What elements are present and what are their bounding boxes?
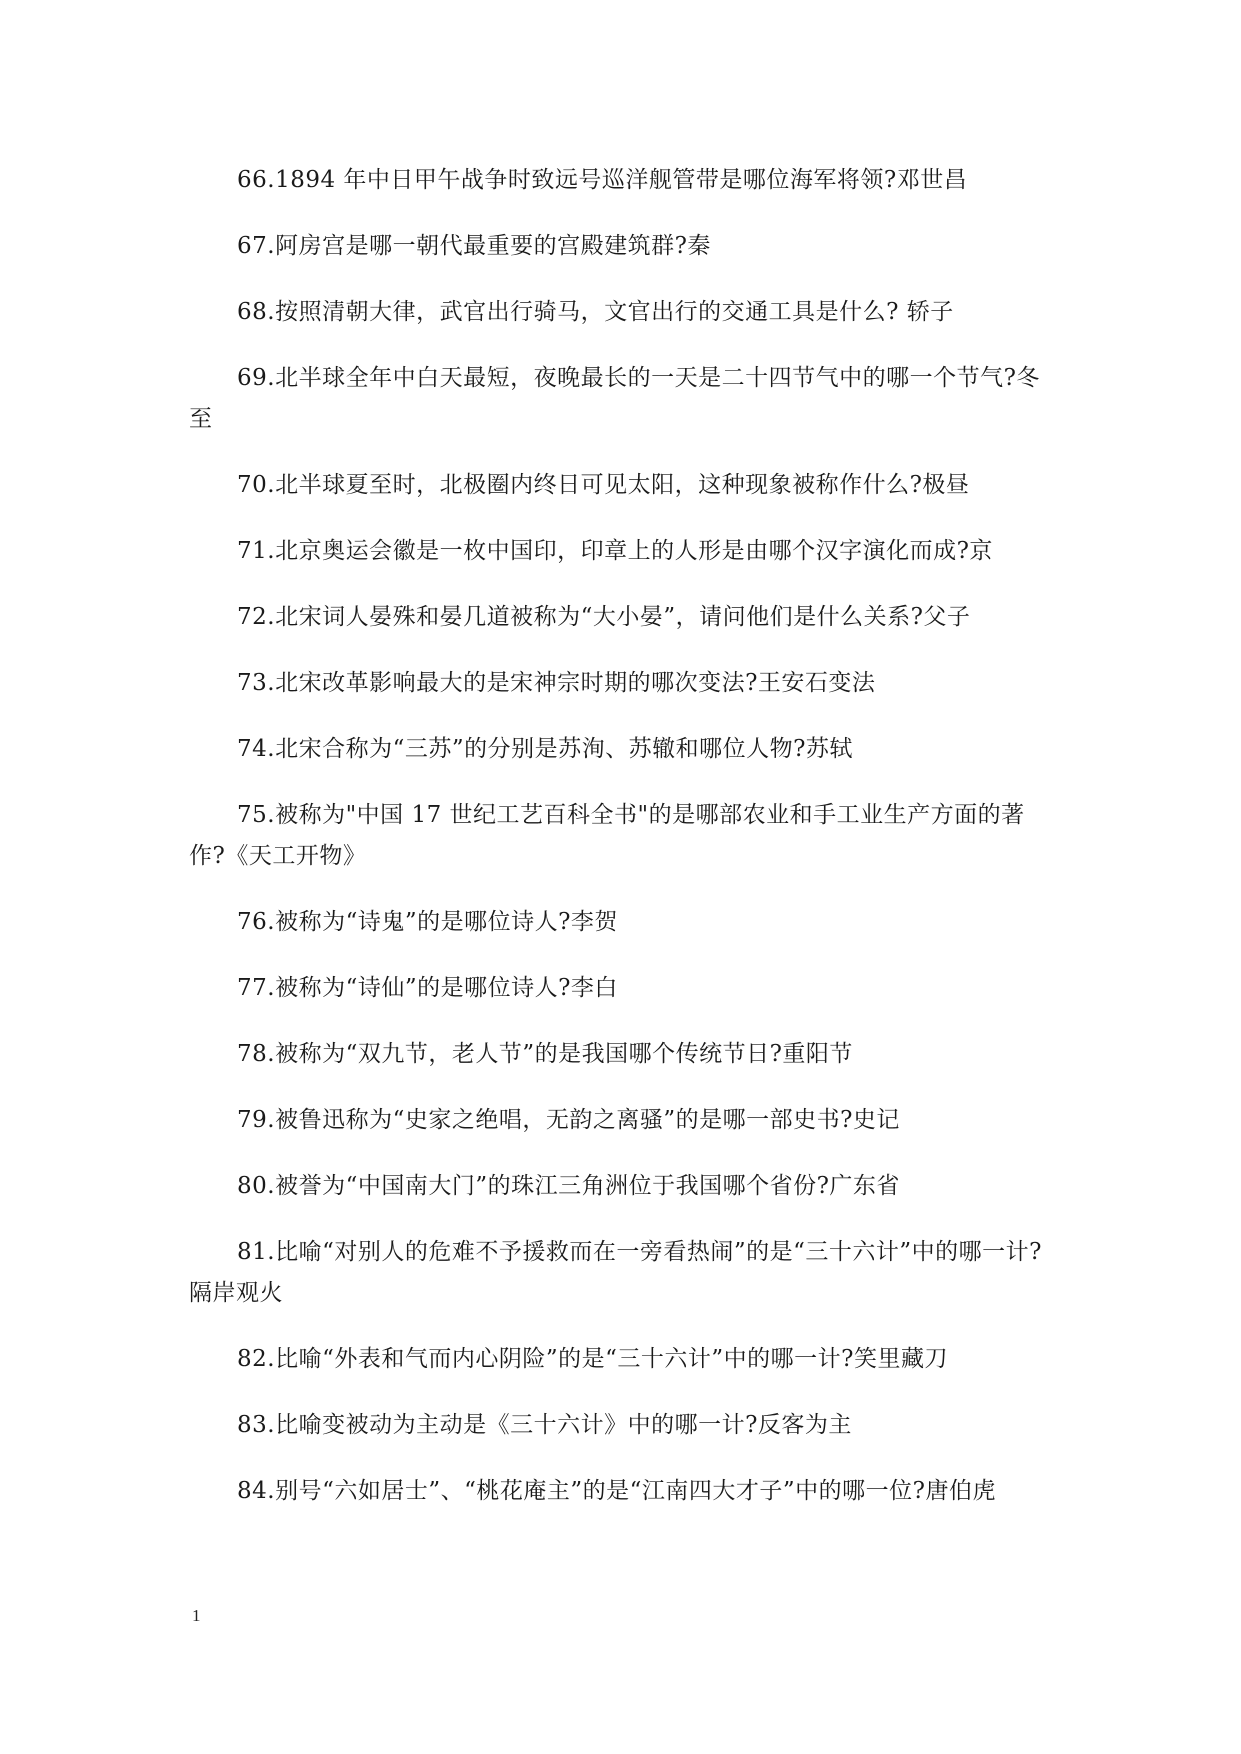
item-text: 1894 年中日甲午战争时致远号巡洋舰管带是哪位海军将领?邓世昌 [275,167,968,193]
item-text: 被称为“诗仙”的是哪位诗人?李白 [275,975,618,1001]
item-number: 74. [237,736,276,762]
item-text: 北宋词人晏殊和晏几道被称为“大小晏”，请问他们是什么关系?父子 [275,604,971,630]
item-text: 被誉为“中国南大门”的珠江三角洲位于我国哪个省份?广东省 [275,1173,900,1199]
question-item [189,531,1049,572]
item-number: 81. [237,1239,276,1265]
item-text: 比喻“对别人的危难不予援救而在一旁看热闹”的是“三十六计”中的哪一计? 隔岸观火 [189,1239,1042,1306]
question-item [189,1405,1049,1446]
item-number: 77. [237,975,276,1001]
item-number: 78. [237,1041,276,1067]
item-number: 84. [237,1478,276,1504]
item-number: 80. [237,1173,276,1199]
question-item [189,1034,1049,1075]
question-item [189,1339,1049,1380]
item-text: 比喻变被动为主动是《三十六计》中的哪一计?反客为主 [275,1412,852,1438]
item-text: 北宋合称为“三苏”的分别是苏洵、苏辙和哪位人物?苏轼 [275,736,853,762]
question-item [189,1471,1049,1512]
item-number: 71. [237,538,276,564]
item-text: 北半球全年中白天最短，夜晚最长的一天是二十四节气中的哪一个节气?冬至 [189,365,1040,432]
item-text: 北京奥运会徽是一枚中国印，印章上的人形是由哪个汉字演化而成?京 [275,538,993,564]
item-number: 73. [237,670,276,696]
item-number: 66. [237,167,276,193]
page-number: 1 [192,1606,201,1625]
item-number: 83. [237,1412,276,1438]
item-number: 82. [237,1346,276,1372]
item-number: 67. [237,233,276,259]
item-number: 79. [237,1107,276,1133]
item-text: 别号“六如居士”、“桃花庵主”的是“江南四大才子”中的哪一位?唐伯虎 [275,1478,996,1504]
question-item [189,226,1049,267]
item-number: 75. [237,802,276,828]
question-item [189,795,1049,877]
item-text: 被称为“诗鬼”的是哪位诗人?李贺 [275,909,618,935]
item-text: 被称为“双九节，老人节”的是我国哪个传统节日?重阳节 [275,1041,853,1067]
item-text: 比喻“外表和气而内心阴险”的是“三十六计”中的哪一计?笑里藏刀 [275,1346,948,1372]
item-text: 北半球夏至时，北极圈内终日可见太阳，这种现象被称作什么?极昼 [275,472,970,498]
item-text: 北宋改革影响最大的是宋神宗时期的哪次变法?王安石变法 [275,670,876,696]
item-text: 被鲁迅称为“史家之绝唱，无韵之离骚”的是哪一部史书?史记 [275,1107,900,1133]
question-item [189,465,1049,506]
item-number: 68. [237,299,276,325]
question-item [189,358,1049,440]
question-item [189,1100,1049,1141]
question-item [189,663,1049,704]
item-number: 70. [237,472,276,498]
question-item [189,1166,1049,1207]
item-text: 阿房宫是哪一朝代最重要的宫殿建筑群?秦 [275,233,711,259]
item-text: 被称为"中国 17 世纪工艺百科全书"的是哪部农业和手工业生产方面的著作?《天工开物》 [189,802,1025,869]
item-number: 72. [237,604,276,630]
question-item [189,968,1049,1009]
item-text: 按照清朝大律，武官出行骑马，文官出行的交通工具是什么? 轿子 [275,299,954,325]
question-item [189,160,1049,201]
item-number: 76. [237,909,276,935]
question-item [189,292,1049,333]
item-number: 69. [237,365,276,391]
question-item [189,729,1049,770]
question-item [189,1232,1049,1314]
question-item [189,902,1049,943]
document-body [189,160,1049,1537]
question-item [189,597,1049,638]
